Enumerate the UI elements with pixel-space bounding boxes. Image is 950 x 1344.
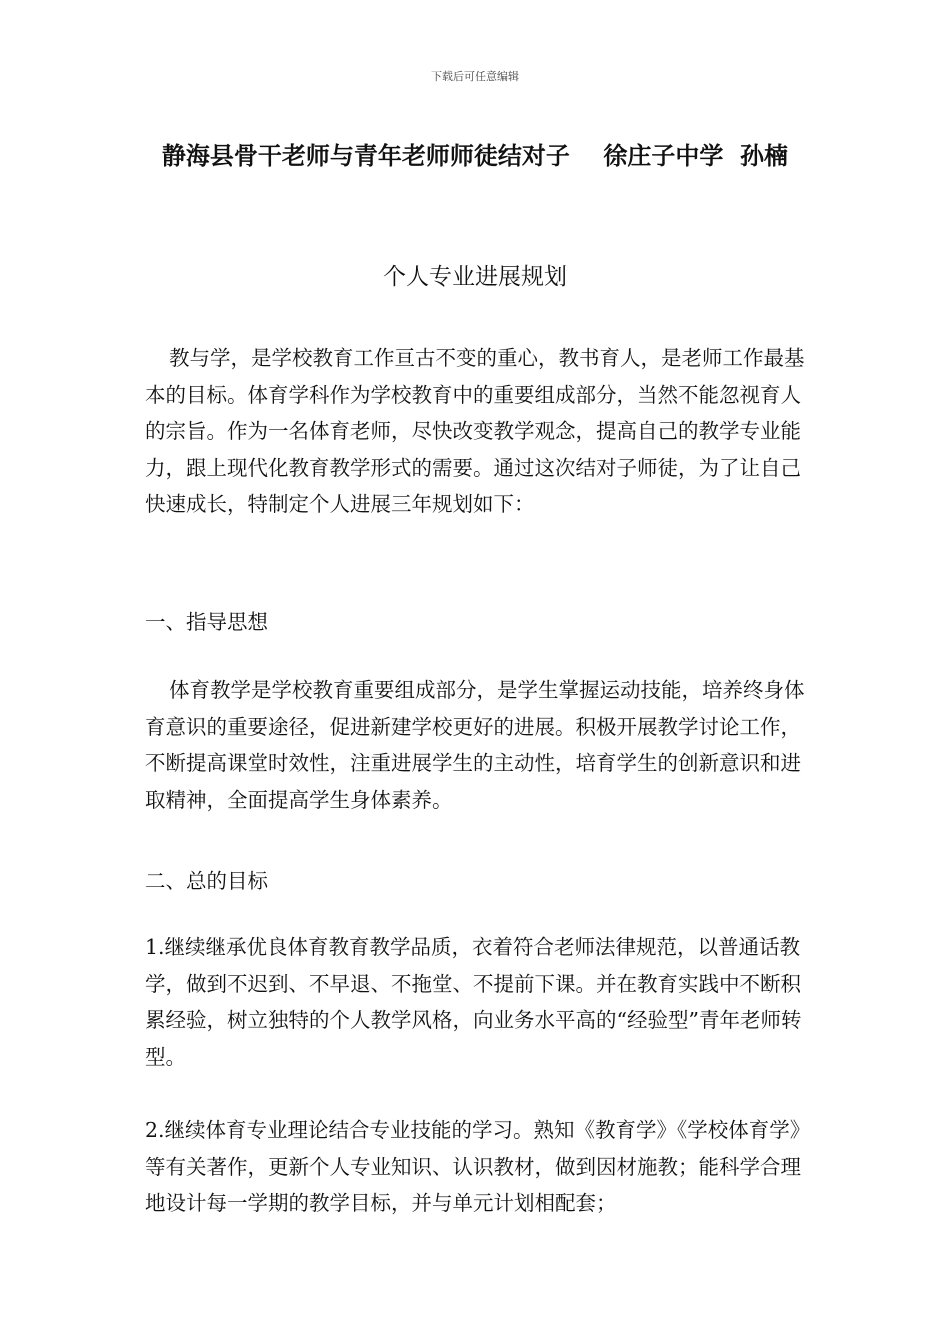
section-heading-overall-goal: 二、总的目标 bbox=[145, 869, 268, 893]
guiding-thought-paragraph: 体育教学是学校教育重要组成部分，是学生掌握运动技能，培养终身体育意识的重要途径，促进新建学校更好的进展。积极开展教学讨论工作，不断提高课堂时效性，注重进展学生的主动性，培育学生的创新意识和进取精神，全面提高学生身体素养。 bbox=[145, 678, 805, 812]
goal-item-1: 1.继续继承优良体育教育教学品质，衣着符合老师法律规范，以普通话教学，做到不迟到、不早退、不拖堂、不提前下课。并在教育实践中不断积累经验，树立独特的个人教学风格，向业务水平高的“经验型”青年老师转型。 bbox=[145, 935, 802, 1069]
goal-item-2: 2.继续体育专业理论结合专业技能的学习。熟知《教育学》《学校体育学》等有关著作，更新个人专业知识、认识教材，做到因材施教；能科学合理地设计每一学期的教学目标，并与单元计划相配套； bbox=[145, 1118, 811, 1215]
intro-paragraph: 教与学，是学校教育工作亘古不变的重心，教书育人，是老师工作最基本的目标。体育学科作为学校教育中的重要组成部分，当然不能忽视育人的宗旨。作为一名体育老师，尽快改变教学观念，提高自己的教学专业能力，跟上现代化教育教学形式的需要。通过这次结对子师徒，为了让自己快速成长，特制定个人进展三年规划如下： bbox=[145, 346, 805, 516]
document-title: 静海县骨干老师与青年老师师徒结对子 徐庄子中学 孙楠 bbox=[161, 142, 789, 170]
header-watermark: 下载后可任意编辑 bbox=[431, 70, 519, 83]
document-subtitle: 个人专业进展规划 bbox=[383, 264, 567, 290]
section-heading-guiding-thought: 一、指导思想 bbox=[145, 610, 268, 634]
